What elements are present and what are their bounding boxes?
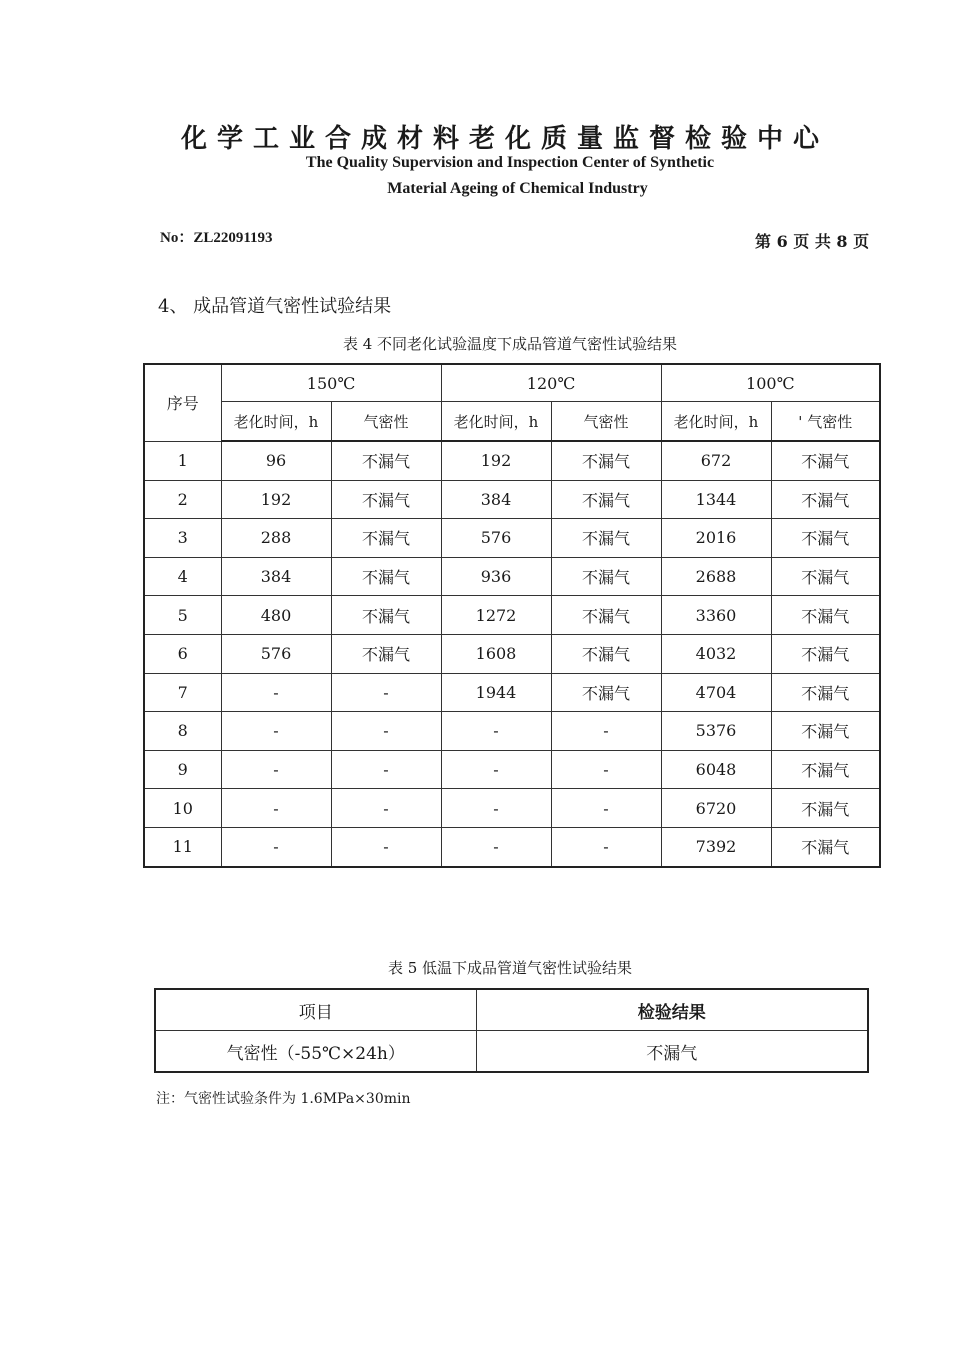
- table4-caption: 表 4 不同老化试验温度下成品管道气密性试验结果: [342, 335, 678, 353]
- table-cell: 不漏气: [771, 519, 880, 558]
- table-cell: 4: [144, 557, 221, 596]
- table4-header-group-120: 120℃: [441, 364, 661, 402]
- table5-low-temperature-airtightness: [154, 988, 869, 1073]
- table-cell: 6720: [661, 789, 771, 828]
- table4-subheader: 老化时间，h: [661, 402, 771, 442]
- table4-subheader: 老化时间，h: [221, 402, 331, 442]
- table5-cell-result: 不漏气: [476, 1031, 868, 1073]
- table5-cell-item: 气密性（-55℃×24h）: [155, 1031, 476, 1073]
- table-cell: 7: [144, 673, 221, 712]
- test-condition-note: 注：气密性试验条件为 1.6MPa×30min: [156, 1091, 411, 1107]
- table-cell: 不漏气: [771, 827, 880, 866]
- table-cell: 不漏气: [331, 596, 441, 635]
- table-cell: 不漏气: [771, 596, 880, 635]
- table-row: [144, 480, 880, 519]
- table-cell: 不漏气: [551, 441, 661, 480]
- table-cell: 2016: [661, 519, 771, 558]
- table-cell: 1344: [661, 480, 771, 519]
- table-cell: 1608: [441, 634, 551, 673]
- table-cell: 3360: [661, 596, 771, 635]
- table-cell: 不漏气: [331, 441, 441, 480]
- table4-header-group-150: 150℃: [221, 364, 441, 402]
- table-cell: 576: [221, 634, 331, 673]
- table-cell: -: [221, 827, 331, 866]
- table-cell: 6: [144, 634, 221, 673]
- table-cell: 288: [221, 519, 331, 558]
- table5-caption: 表 5 低温下成品管道气密性试验结果: [387, 959, 633, 977]
- table-cell: -: [441, 789, 551, 828]
- table-cell: 2688: [661, 557, 771, 596]
- table-cell: -: [221, 673, 331, 712]
- table-row: [144, 441, 880, 480]
- table-cell: -: [551, 789, 661, 828]
- table-cell: 不漏气: [771, 789, 880, 828]
- table-cell: 384: [441, 480, 551, 519]
- table-cell: 4704: [661, 673, 771, 712]
- table-cell: 192: [441, 441, 551, 480]
- report-title-en-line1: The Quality Supervision and Inspection Center of Synthetic: [305, 154, 715, 171]
- table-row: [144, 634, 880, 673]
- table-cell: 不漏气: [771, 634, 880, 673]
- table-cell: 672: [661, 441, 771, 480]
- table-cell: 10: [144, 789, 221, 828]
- report-number: No：ZL22091193: [160, 230, 273, 246]
- table-row: [144, 827, 880, 866]
- table-cell: 9: [144, 750, 221, 789]
- table-cell: 7392: [661, 827, 771, 866]
- table5-header-result: 检验结果: [476, 989, 868, 1031]
- table-cell: -: [551, 712, 661, 751]
- table-cell: 不漏气: [551, 557, 661, 596]
- table-cell: 1: [144, 441, 221, 480]
- table-cell: 8: [144, 712, 221, 751]
- table-cell: 11: [144, 827, 221, 866]
- table4-header-group-100: 100℃: [661, 364, 880, 402]
- table4-subheader: ' 气密性: [771, 402, 880, 442]
- table-row: [144, 519, 880, 558]
- table-cell: -: [551, 827, 661, 866]
- table-cell: -: [331, 750, 441, 789]
- table-cell: 不漏气: [771, 673, 880, 712]
- table-cell: 4032: [661, 634, 771, 673]
- table-cell: 不漏气: [551, 673, 661, 712]
- table-cell: 不漏气: [551, 519, 661, 558]
- table-cell: 不漏气: [331, 634, 441, 673]
- table-cell: 不漏气: [771, 712, 880, 751]
- table-cell: -: [221, 712, 331, 751]
- table-cell: 576: [441, 519, 551, 558]
- table5-header-item: 项目: [155, 989, 476, 1031]
- table-cell: -: [331, 712, 441, 751]
- section-heading: 4、 成品管道气密性试验结果: [158, 296, 392, 317]
- table-cell: 1272: [441, 596, 551, 635]
- table-row: [144, 712, 880, 751]
- table4-subheader: 气密性: [331, 402, 441, 442]
- table-cell: 3: [144, 519, 221, 558]
- table-cell: 不漏气: [771, 557, 880, 596]
- table4-subheader: 气密性: [551, 402, 661, 442]
- table-row: [144, 750, 880, 789]
- table-row: [144, 789, 880, 828]
- table-cell: 不漏气: [771, 750, 880, 789]
- table-cell: 5: [144, 596, 221, 635]
- table-cell: 不漏气: [771, 441, 880, 480]
- table-cell: 不漏气: [331, 480, 441, 519]
- table-cell: -: [551, 750, 661, 789]
- table-cell: -: [221, 789, 331, 828]
- table-cell: 5376: [661, 712, 771, 751]
- table-cell: 936: [441, 557, 551, 596]
- table-cell: 1944: [441, 673, 551, 712]
- table-cell: 192: [221, 480, 331, 519]
- table4-header-index: 序号: [144, 364, 221, 441]
- table-cell: 不漏气: [331, 519, 441, 558]
- table-cell: -: [221, 750, 331, 789]
- table-cell: -: [331, 789, 441, 828]
- table-row: [144, 673, 880, 712]
- table4-airtightness-by-temperature: [143, 363, 881, 868]
- report-title-cn: 化学工业合成材料老化质量监督检验中心: [180, 124, 829, 154]
- table-cell: 不漏气: [551, 634, 661, 673]
- table4-body: [144, 441, 880, 867]
- table4-subheader: 老化时间，h: [441, 402, 551, 442]
- table-cell: 480: [221, 596, 331, 635]
- report-title-en-line2: Material Ageing of Chemical Industry: [387, 180, 648, 197]
- page-indicator: 第 6 页 共 8 页: [755, 232, 870, 251]
- table-cell: 不漏气: [551, 480, 661, 519]
- table-row: [144, 557, 880, 596]
- table-cell: -: [441, 750, 551, 789]
- table-row: [144, 596, 880, 635]
- table-cell: 不漏气: [771, 480, 880, 519]
- table-cell: 384: [221, 557, 331, 596]
- table-cell: 不漏气: [551, 596, 661, 635]
- table-cell: -: [441, 827, 551, 866]
- table-cell: -: [441, 712, 551, 751]
- table-cell: 6048: [661, 750, 771, 789]
- table-cell: -: [331, 673, 441, 712]
- table-cell: 不漏气: [331, 557, 441, 596]
- table-cell: 96: [221, 441, 331, 480]
- table-cell: 2: [144, 480, 221, 519]
- table-cell: -: [331, 827, 441, 866]
